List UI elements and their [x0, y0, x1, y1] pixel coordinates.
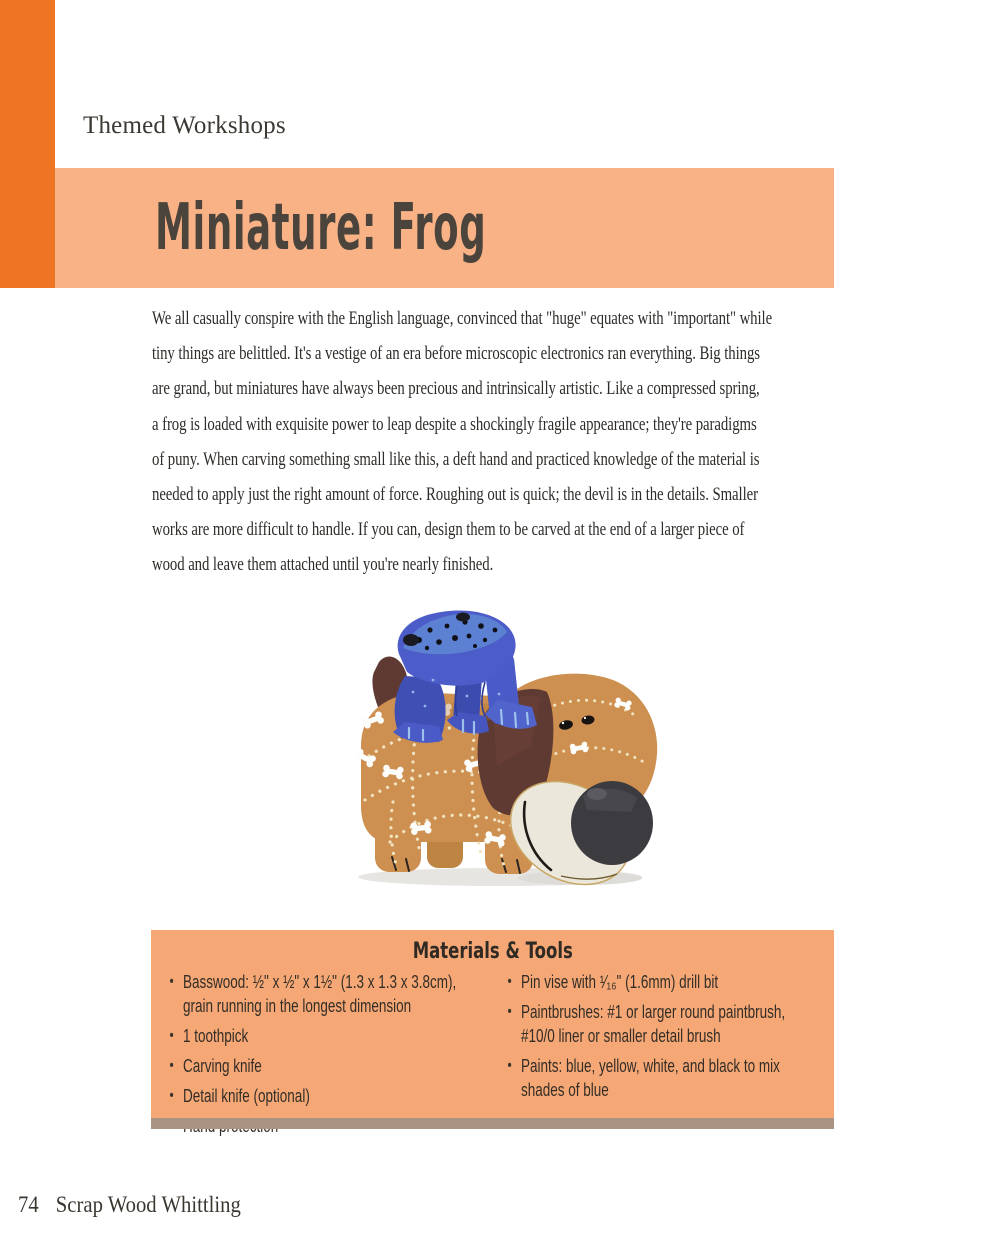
frog-eye	[456, 613, 470, 622]
page-title: Miniature: Frog	[155, 191, 487, 265]
paragraph-line: of puny. When carving something small like this, a deft hand and practiced knowledge of the material is	[152, 449, 760, 470]
page-number: 74	[18, 1192, 39, 1217]
frog-figure	[393, 610, 537, 742]
section-label: Themed Workshops	[83, 112, 286, 139]
page-footer	[18, 1192, 241, 1218]
intro-paragraph	[152, 302, 772, 584]
materials-tools-box	[151, 930, 834, 1118]
material-item: • Carving knife	[165, 1054, 483, 1078]
chapter-title-banner	[55, 168, 834, 288]
book-title: Scrap Wood Whittling	[55, 1192, 241, 1217]
paragraph-line: wood and leave them attached until you're nearly finished.	[152, 555, 494, 576]
photo-dog-frog-carving	[335, 596, 665, 896]
materials-title: Materials & Tools	[412, 939, 573, 964]
material-item: • Paints: blue, yellow, white, and black to mix shades of blue	[503, 1054, 821, 1102]
paragraph-line: are grand, but miniatures have always been precious and intrinsically artistic. Like a compressed spring,	[152, 379, 760, 400]
material-item: • 1 toothpick	[165, 1024, 483, 1048]
materials-box-shadow-strip	[151, 1118, 834, 1129]
material-item: • Basswood: ½" x ½" x 1½" (1.3 x 1.3 x 3.8cm), grain running in the longest dimension	[165, 970, 483, 1018]
paragraph-line: works are more difficult to handle. If you can, design them to be carved at the end of a larger piece of	[152, 520, 745, 541]
nose-shine	[587, 788, 607, 800]
paragraph-line: needed to apply just the right amount of force. Roughing out is quick; the devil is in the details. Smaller	[152, 485, 758, 506]
paragraph-line: tiny things are belittled. It's a vestige of an era before microscopic electronics ran everything. Big things	[152, 344, 760, 365]
material-item: • Paintbrushes: #1 or larger round paintbrush, #10/0 liner or smaller detail brush	[503, 1000, 821, 1048]
paragraph-line: We all casually conspire with the English language, convinced that "huge" equates with "important" while	[152, 309, 773, 329]
material-item: • Pin vise with ¹⁄₁₆" (1.6mm) drill bit	[503, 970, 821, 994]
materials-right-column	[503, 970, 821, 1108]
chapter-color-bar	[0, 0, 55, 288]
frog-eye	[403, 634, 419, 646]
paragraph-line: a frog is loaded with exquisite power to leap despite a shockingly fragile appearance; they're paradigms	[152, 414, 757, 435]
material-item: • Detail knife (optional)	[165, 1084, 483, 1108]
